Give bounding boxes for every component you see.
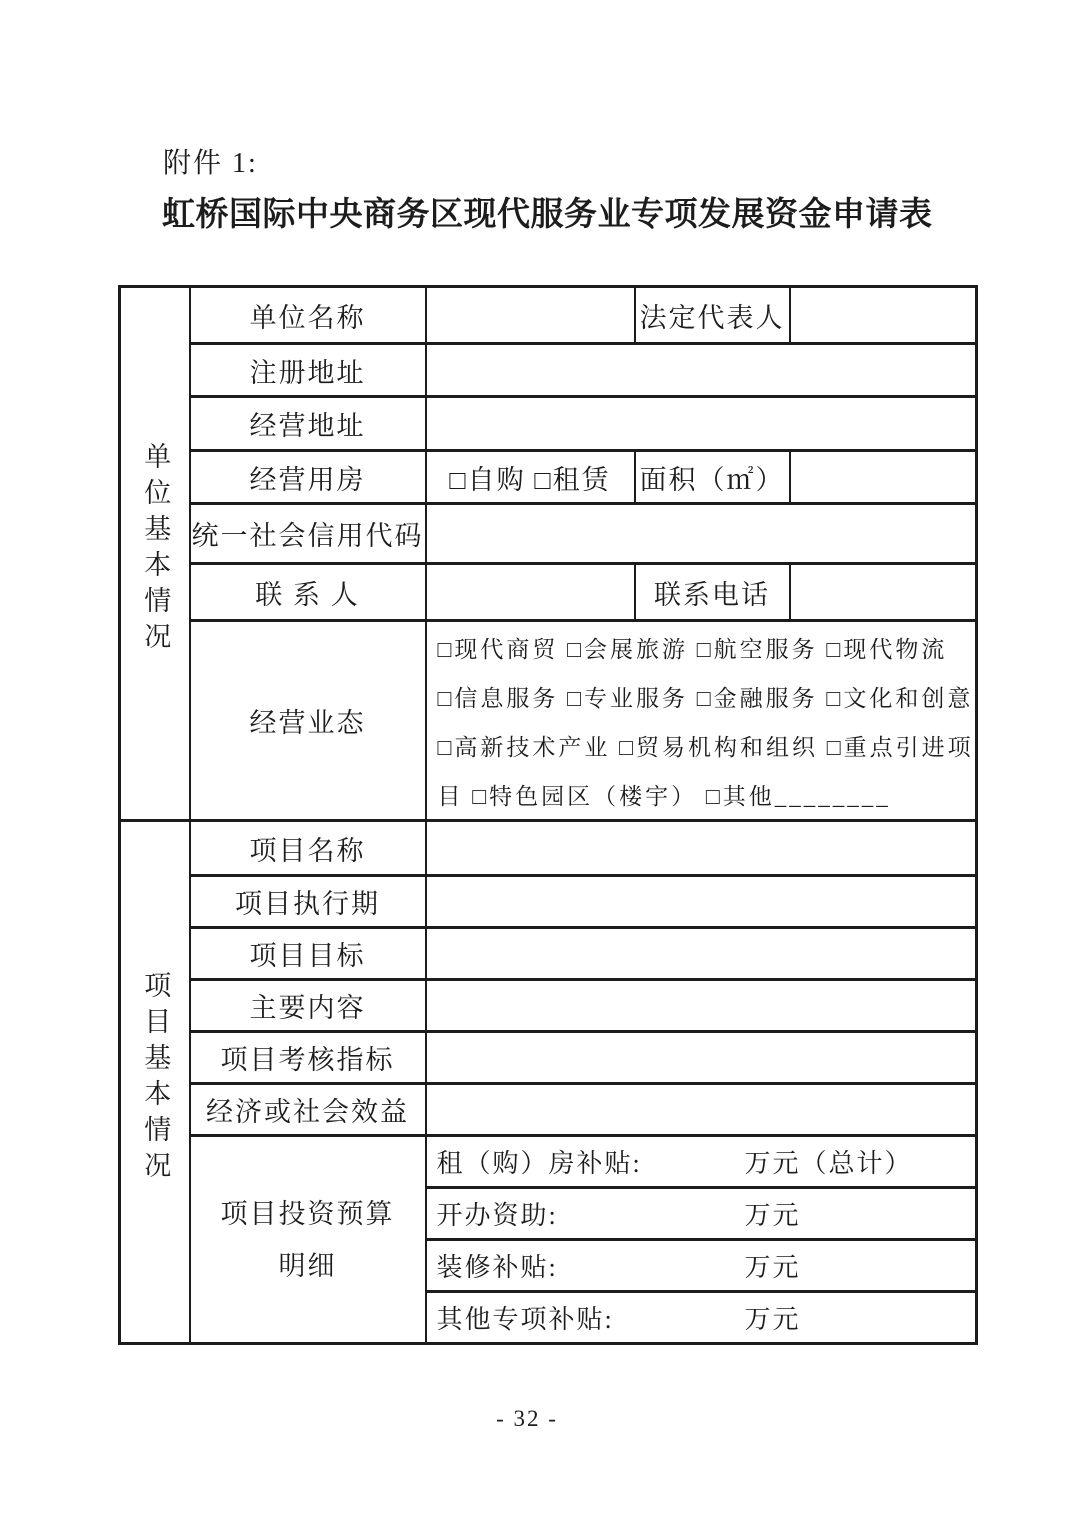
page-title: 虹桥国际中央商务区现代服务业专项发展资金申请表 <box>162 195 933 232</box>
contact-phone-field <box>790 564 977 621</box>
checkbox-line: □信息服务 □专业服务 □金融服务 □文化和创意 <box>437 685 974 711</box>
registered-address-field <box>426 344 977 397</box>
budget-item-label: 装修补贴: <box>436 1253 558 1282</box>
project-goal-field <box>426 928 977 980</box>
budget-detail-label-line1: 项目投资预算 <box>220 1198 395 1229</box>
benefit-field <box>426 1084 977 1136</box>
budget-row-renovation-subsidy <box>426 1240 977 1292</box>
table-row <box>120 1136 977 1188</box>
checkbox-line: □现代商贸 □会展旅游 □航空服务 □现代物流 <box>437 636 948 662</box>
contact-phone-label: 联系电话 <box>635 564 790 621</box>
area-field <box>790 451 977 504</box>
page-number: - 32 - <box>496 1406 558 1431</box>
table-row <box>120 344 977 397</box>
project-name-field <box>426 821 977 876</box>
project-goal-label: 项目目标 <box>190 928 426 980</box>
budget-item-unit: 万元 <box>744 1253 801 1282</box>
table-row <box>120 451 977 504</box>
legal-rep-label: 法定代表人 <box>635 287 790 344</box>
checkbox-line: 目 □特色园区（楼宇） □其他________ <box>437 783 891 809</box>
benefit-label: 经济或社会效益 <box>190 1084 426 1136</box>
checkbox-line: □高新技术产业 □贸易机构和组织 □重点引进项 <box>437 734 974 760</box>
unit-name-field <box>426 287 635 344</box>
application-form-table <box>118 285 978 1345</box>
assessment-indicator-label: 项目考核指标 <box>190 1032 426 1084</box>
table-row <box>120 1032 977 1084</box>
table-row <box>120 980 977 1032</box>
table-row <box>120 504 977 564</box>
credit-code-field <box>426 504 977 564</box>
table-row <box>120 287 977 344</box>
area-label: 面积（㎡） <box>635 451 790 504</box>
section-project-basic-info <box>120 821 190 1344</box>
business-address-field <box>426 397 977 451</box>
section-label-project: 项目基本情况 <box>140 970 171 1187</box>
main-content-field <box>426 980 977 1032</box>
attachment-label: 附件 1: <box>163 148 258 179</box>
table-row <box>120 821 977 876</box>
project-period-label: 项目执行期 <box>190 876 426 928</box>
table-row <box>120 564 977 621</box>
contact-person-label: 联 系 人 <box>190 564 426 621</box>
budget-item-label: 租（购）房补贴: <box>436 1149 642 1178</box>
contact-person-field <box>426 564 635 621</box>
budget-item-label: 开办资助: <box>436 1201 558 1230</box>
table-row <box>120 621 977 821</box>
table-row <box>120 397 977 451</box>
main-content-label: 主要内容 <box>190 980 426 1032</box>
legal-rep-field <box>790 287 977 344</box>
project-period-field <box>426 876 977 928</box>
budget-row-startup-grant <box>426 1188 977 1240</box>
budget-detail-label-line2: 明细 <box>278 1250 337 1281</box>
business-type-label: 经营业态 <box>190 621 426 821</box>
credit-code-label: 统一社会信用代码 <box>190 504 426 564</box>
assessment-indicator-field <box>426 1032 977 1084</box>
registered-address-label: 注册地址 <box>190 344 426 397</box>
budget-row-rent-subsidy <box>426 1136 977 1188</box>
budget-item-unit: 万元（总计） <box>744 1149 913 1178</box>
premises-label: 经营用房 <box>190 451 426 504</box>
budget-row-other-subsidy <box>426 1292 977 1344</box>
budget-detail-label-cell <box>190 1136 426 1344</box>
unit-name-label: 单位名称 <box>190 287 426 344</box>
business-type-options <box>426 621 977 821</box>
budget-item-label: 其他专项补贴: <box>436 1305 614 1334</box>
section-unit-basic-info <box>120 287 190 821</box>
table-row <box>120 1084 977 1136</box>
table-row <box>120 928 977 980</box>
budget-item-unit: 万元 <box>744 1305 801 1334</box>
budget-item-unit: 万元 <box>744 1201 801 1230</box>
table-row <box>120 876 977 928</box>
project-name-label: 项目名称 <box>190 821 426 876</box>
premises-options: □自购 □租赁 <box>426 451 635 504</box>
section-label-unit: 单位基本情况 <box>140 442 171 658</box>
business-address-label: 经营地址 <box>190 397 426 451</box>
